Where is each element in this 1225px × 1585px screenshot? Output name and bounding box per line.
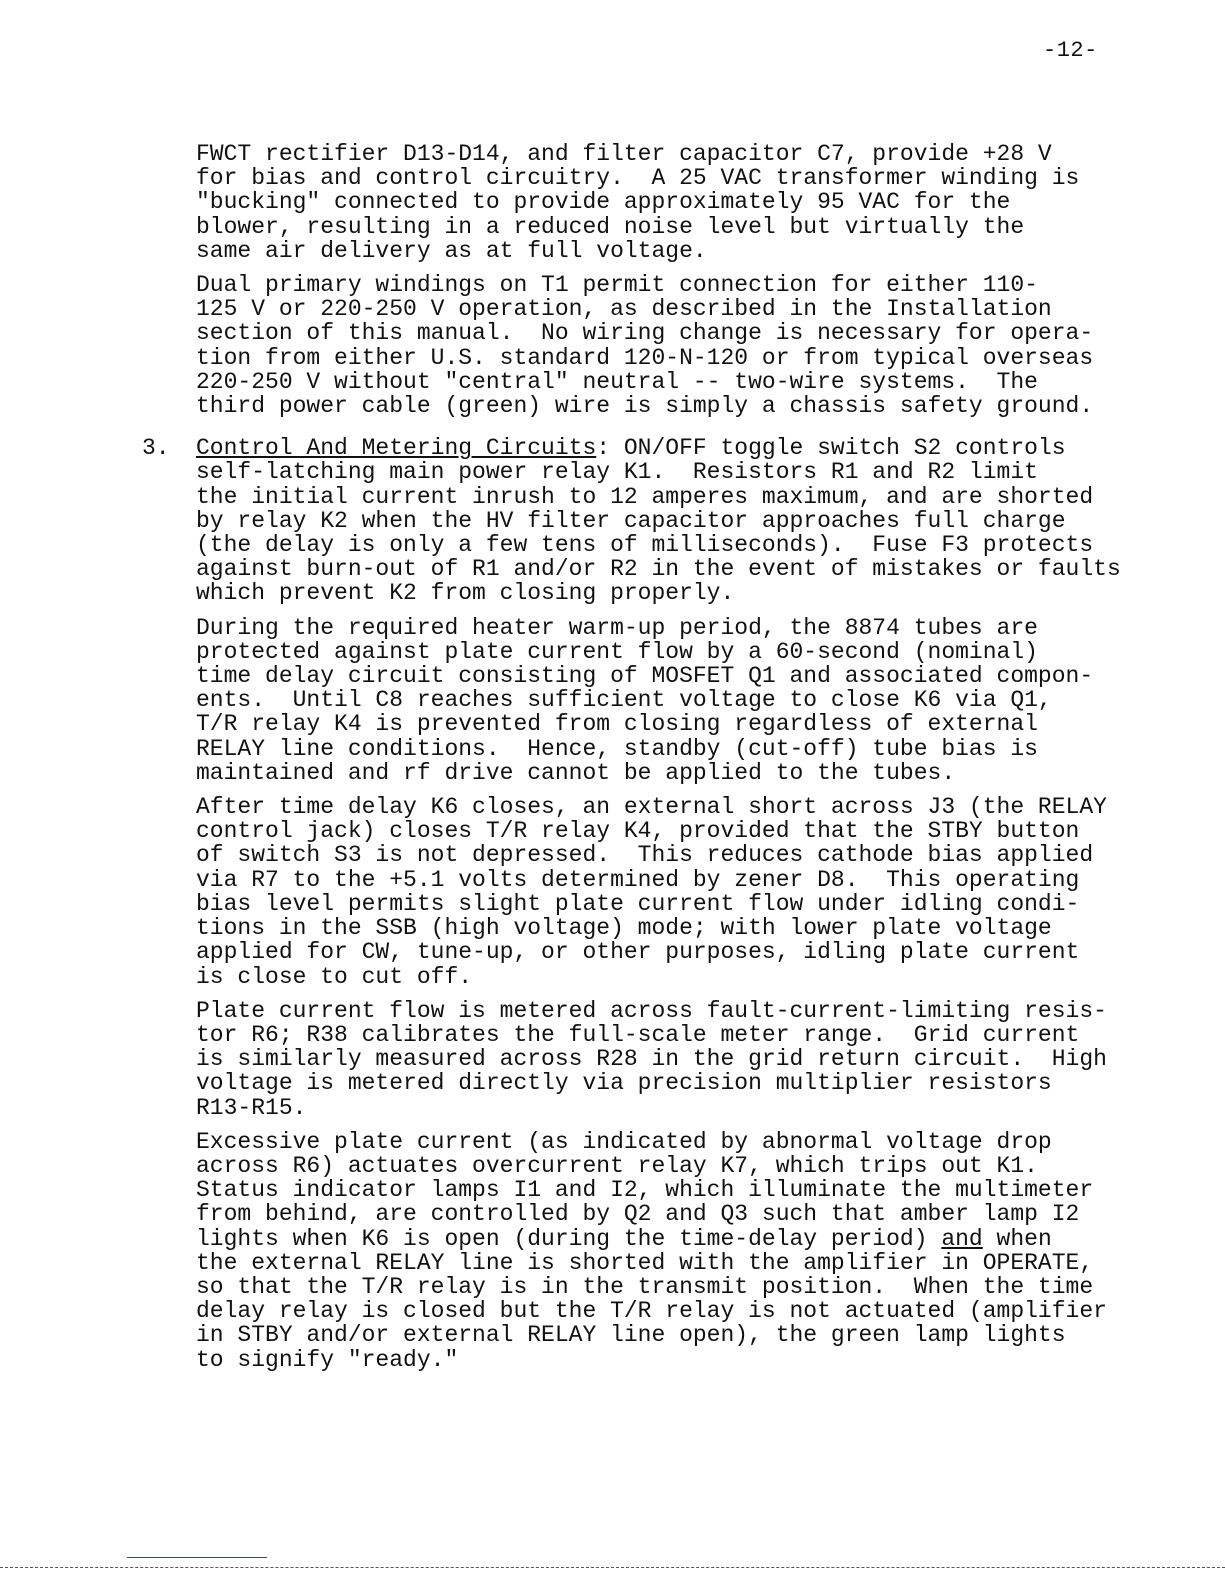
paragraph-status-lamps [196,1130,1186,1372]
paragraph-dual-primary: Dual primary windings on T1 permit connection for either 110- 125 V or 220-250 V operation, as described in the Installation section of this manual. No wiring change is necessary for opera- tion from either U.S. standard 120-N-120 or from typical overseas 220-250 V without "central" neutral -- two-wire systems. The third power cable (green) wire is simply a chassis safety ground. [196,272,1094,420]
status-lamps-text-2: when the external RELAY line is shorted with the amplifier in OPERATE, so that the T/R relay is in the transmit position. When the time delay relay is closed but the T/R relay is not actuated (amplifier in STBY and/or external RELAY line open), the green lamp lights to signify "ready." [196,1225,1107,1373]
paragraph-control-intro [196,436,1186,605]
section-control-metering [142,435,1186,1373]
page-number: -12- [1043,38,1098,63]
footer-rule-short [127,1557,267,1558]
paragraph-time-delay: After time delay K6 closes, an external short across J3 (the RELAY control jack) closes T/R relay K4, provided that the STBY button of switch S3 is not depressed. This reduces cathode bias applied via R7 to the +5.1 volts determined by zener D8. This operating bias level permits slight plate current flow under idling condi- tions in the SSB (high voltage) mode; with lower plate voltage applied for CW, tune-up, or other purposes, idling plate current is close to cut off. [196,794,1107,990]
paragraph-warm-up: During the required heater warm-up period, the 8874 tubes are protected against plate current flow by a 60-second (nominal) time delay circuit consisting of MOSFET Q1 and associated compon- ents. Until C8 reaches sufficient voltage to close K6 via Q1, T/R relay K4 is prevented from closing regardless of external RELAY line conditions. Hence, standby (cut-off) tube bias is maintained and rf drive cannot be applied to the tubes. [196,614,1094,786]
paragraph-metering: Plate current flow is metered across fault-current-limiting resis- tor R6; R38 calibrates the full-scale meter range. Grid current is similarly measured across R28 in the grid return circuit. High voltage is metered directly via precision multiplier resistors R13-R15. [196,997,1107,1121]
section-number: 3. [142,435,170,462]
section-title-tail: : ON/OFF toggle switch S2 controls [596,435,1066,462]
paragraph-control-intro-body: self-latching main power relay K1. Resistors R1 and R2 limit the initial current inrush to 12 amperes maximum, and are shorted by relay K2 when the HV filter capacitor approaches full charge (the delay is only a few tens of milliseconds). Fuse F3 protects against burn-out of R1 and/or R2 in the event of mistakes or faults which prevent K2 from closing properly. [196,459,1121,607]
footer-rule [0,1567,1225,1568]
emphasis-and: and [941,1225,983,1252]
section-title: Control And Metering Circuits [196,435,597,462]
page-content [142,141,1186,1373]
status-lamps-text-1: Excessive plate current (as indicated by abnormal voltage drop across R6) actuates overcurrent relay K7, which trips out K1. Status indicator lamps I1 and I2, which illuminate the multimeter from behind, are controlled by Q2 and Q3 such that amber lamp I2 lights when K6 is open (during the time-delay period) [196,1128,1094,1252]
paragraph-power-supply: FWCT rectifier D13-D14, and filter capacitor C7, provide +28 V for bias and control circuitry. A 25 VAC transformer winding is "bucking" connected to provide approximately 95 VAC for the blower, resulting in a reduced noise level but virtually the same air delivery as at full voltage. [196,141,1080,264]
